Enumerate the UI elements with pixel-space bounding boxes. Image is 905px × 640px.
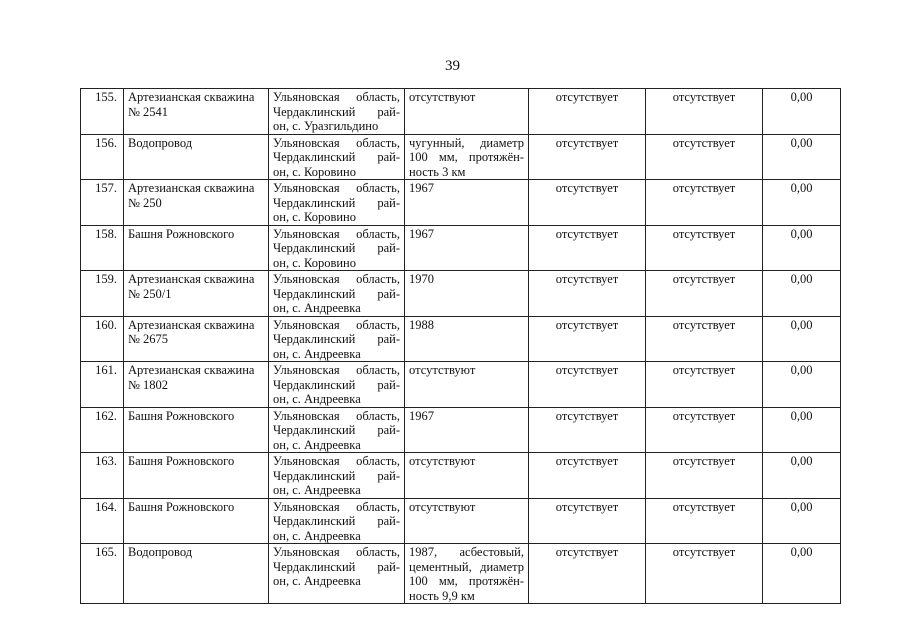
characteristics-line: 100 мм, протяжён- [409,150,524,164]
table-row [81,407,841,453]
address-cell [269,498,405,544]
status-cell: отсутствует [529,316,646,362]
row-number-cell: 156. [81,134,124,180]
table-row [81,498,841,544]
object-name-cell: Артезианская скважина № 2675 [124,316,269,362]
characteristics-line: чугунный, диаметр [409,135,524,150]
value-cell: 0,00 [763,134,841,180]
address-line: Чердаклинский рай- [273,468,400,483]
characteristics-line: отсутствуют [409,90,476,104]
characteristics-line: ность 9,9 км [409,588,475,603]
value-cell: 0,00 [763,544,841,604]
table-row [81,453,841,499]
row-number-cell: 159. [81,271,124,317]
address-line: Чердаклинский рай- [273,241,400,255]
characteristics-cell [405,453,529,499]
object-name-cell: Артезианская скважина № 1802 [124,362,269,408]
value-cell: 0,00 [763,498,841,544]
address-line: он, с. Коровино [273,164,356,179]
characteristics-line: цементный, диаметр [409,559,524,574]
address-cell [269,89,405,135]
page-number: 39 [445,58,460,74]
characteristics-cell [405,498,529,544]
object-name-cell: Водопровод [124,544,269,604]
object-name-cell: Артезианская скважина № 250/1 [124,271,269,317]
address-cell [269,271,405,317]
status-cell: отсутствует [646,544,763,604]
value-cell: 0,00 [763,362,841,408]
address-cell [269,225,405,271]
address-cell [269,180,405,226]
table-body [81,89,841,604]
address-line: он, с. Андреевка [273,301,361,315]
address-line: Чердаклинский рай- [273,332,400,346]
characteristics-line: 1967 [409,226,434,241]
address-line: Чердаклинский рай- [273,104,400,119]
characteristics-line: 1967 [409,181,434,195]
table-row [81,134,841,180]
characteristics-cell [405,225,529,271]
register-table [80,88,841,604]
characteristics-cell [405,316,529,362]
address-line: Ульяновская область, [273,363,400,377]
address-line: Чердаклинский рай- [273,559,400,574]
status-cell: отсутствует [646,180,763,226]
characteristics-cell [405,362,529,408]
characteristics-line: отсутствуют [409,499,476,514]
address-line: Чердаклинский рай- [273,377,400,392]
address-line: он, с. Андреевка [273,437,361,452]
row-number-cell: 157. [81,180,124,226]
row-number-cell: 160. [81,316,124,362]
table-row [81,89,841,135]
address-cell [269,362,405,408]
status-cell: отсутствует [529,89,646,135]
address-cell [269,544,405,604]
value-cell: 0,00 [763,225,841,271]
characteristics-cell [405,544,529,604]
characteristics-line: отсутствуют [409,363,476,377]
address-line: Ульяновская область, [273,181,400,195]
status-cell: отсутствует [529,271,646,317]
row-number-cell: 163. [81,453,124,499]
characteristics-cell [405,407,529,453]
address-line: он, с. Уразгильдино [273,119,379,133]
status-cell: отсутствует [529,544,646,604]
address-line: Чердаклинский рай- [273,150,400,164]
address-cell [269,316,405,362]
address-cell [269,134,405,180]
object-name-cell: Башня Рожновского [124,407,269,453]
address-line: он, с. Андреевка [273,483,361,497]
status-cell: отсутствует [646,225,763,271]
status-cell: отсутствует [646,498,763,544]
characteristics-line: 100 мм, протяжён- [409,574,524,588]
characteristics-line: отсутствуют [409,454,476,468]
status-cell: отсутствует [529,362,646,408]
characteristics-cell [405,89,529,135]
row-number-cell: 164. [81,498,124,544]
address-line: он, с. Коровино [273,210,356,224]
characteristics-line: 1988 [409,317,434,332]
characteristics-line: 1987, асбестовый, [409,545,524,559]
object-name-cell: Артезианская скважина № 250 [124,180,269,226]
status-cell: отсутствует [646,316,763,362]
row-number-cell: 165. [81,544,124,604]
value-cell: 0,00 [763,453,841,499]
status-cell: отсутствует [646,453,763,499]
object-name-cell: Башня Рожновского [124,225,269,271]
status-cell: отсутствует [646,362,763,408]
address-line: Ульяновская область, [273,135,400,150]
object-name-cell: Водопровод [124,134,269,180]
status-cell: отсутствует [529,407,646,453]
characteristics-cell [405,180,529,226]
status-cell: отсутствует [529,134,646,180]
row-number-cell: 162. [81,407,124,453]
address-line: он, с. Андреевка [273,574,361,588]
address-cell [269,453,405,499]
address-line: Ульяновская область, [273,226,400,241]
address-line: он, с. Андреевка [273,528,361,543]
table-row [81,271,841,317]
value-cell: 0,00 [763,89,841,135]
object-name-cell: Башня Рожновского [124,498,269,544]
address-cell [269,407,405,453]
characteristics-line: 1967 [409,408,434,423]
address-line: Ульяновская область, [273,90,400,104]
status-cell: отсутствует [646,271,763,317]
address-line: Ульяновская область, [273,317,400,332]
address-line: Ульяновская область, [273,499,400,514]
address-line: Чердаклинский рай- [273,423,400,437]
table-row [81,225,841,271]
address-line: Чердаклинский рай- [273,195,400,210]
address-line: Чердаклинский рай- [273,514,400,528]
row-number-cell: 161. [81,362,124,408]
value-cell: 0,00 [763,271,841,317]
status-cell: отсутствует [646,407,763,453]
address-line: Ульяновская область, [273,272,400,286]
address-line: Чердаклинский рай- [273,286,400,301]
characteristics-line: ность 3 км [409,164,466,179]
status-cell: отсутствует [646,134,763,180]
status-cell: отсутствует [529,180,646,226]
row-number-cell: 155. [81,89,124,135]
value-cell: 0,00 [763,180,841,226]
table-row [81,544,841,604]
table-row [81,362,841,408]
status-cell: отсутствует [529,225,646,271]
status-cell: отсутствует [646,89,763,135]
status-cell: отсутствует [529,453,646,499]
characteristics-cell [405,271,529,317]
address-line: Ульяновская область, [273,454,400,468]
address-line: он, с. Андреевка [273,346,361,361]
table-row [81,180,841,226]
status-cell: отсутствует [529,498,646,544]
table-row [81,316,841,362]
value-cell: 0,00 [763,407,841,453]
address-line: он, с. Коровино [273,255,356,270]
address-line: Ульяновская область, [273,408,400,423]
row-number-cell: 158. [81,225,124,271]
object-name-cell: Башня Рожновского [124,453,269,499]
address-line: он, с. Андреевка [273,392,361,406]
characteristics-line: 1970 [409,272,434,286]
address-line: Ульяновская область, [273,545,400,559]
object-name-cell: Артезианская скважина № 2541 [124,89,269,135]
characteristics-cell [405,134,529,180]
value-cell: 0,00 [763,316,841,362]
